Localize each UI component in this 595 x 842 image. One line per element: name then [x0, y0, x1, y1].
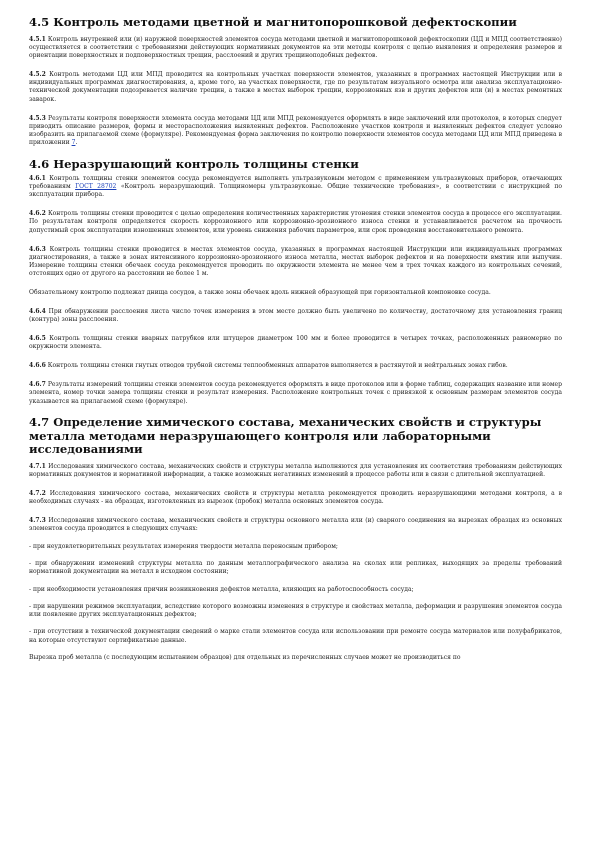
paragraph-text: Контроль толщины стенки вварных патрубков или штуцеров диаметром 100 мм и более проводится в четырех точках, расположенных равномерно по окружности элемента.: [29, 335, 562, 351]
clause-number: 4.6.5: [29, 335, 46, 343]
paragraph-text: Исследования химического состава, механических свойств и структуры основного металла или (и) сварного соединения на вырезках образцах из основных элементов сосуда проводится в следующих случаях:: [29, 517, 562, 533]
paragraph-text: Контроль методами ЦД или МПД проводится на контрольных участках поверхности элементов, указанных в программах настоящей Инструкции или в индивидуальных программах диагностирования, а, кроме того, на участках поверхности, где по результатам визуального осмотра или анализа эксплуатационно-технической документации подозревается наличие трещин, а также в местах выборок трещин, коррозионных язв и других дефектов или (и) в местах ремонтных заварок.: [29, 70, 562, 103]
list-item: [29, 560, 562, 577]
section-heading: 4.5 Контроль методами цветной и магнитопорошковой дефектоскопии: [29, 15, 517, 29]
paragraph-4-5-3: [29, 115, 562, 148]
clause-number: 4.5.1: [29, 35, 46, 43]
clause-number: 4.7.3: [29, 517, 46, 525]
section-heading: 4.7 Определение химического состава, механических свойств и структуры металла методами неразрушающего контроля или лабораторными исследованиями: [29, 415, 542, 457]
list-item: [29, 586, 562, 594]
paragraph-text: Контроль толщины стенки проводится с целью определения количественных характеристик утонения стенки элементов сосуда в процессе его эксплуатации. По результатам контроля определяется скорость коррозионного или коррозионно-эрозионного износа стенки и устанавливается расчетом на прочность допустимый срок эксплуатации изношенных элементов, или уровень снижения рабочих параметров, или срок проведения восстановительного ремонта.: [29, 210, 562, 234]
clause-number: 4.6.1: [29, 174, 46, 182]
paragraph-text: Контроль толщины стенки элементов сосуда рекомендуется выполнять ультразвуковым методом с применением ультразвуковых приборов, отвечающих требованиям: [29, 174, 562, 191]
clause-number: 4.7.1: [29, 462, 46, 470]
paragraph-4-6-2: [29, 210, 562, 235]
paragraph-4-7-3: [29, 517, 562, 534]
paragraph-text: При обнаружении расслоения листа число точек измерения в этом месте должно быть увеличено по количеству, достаточному для установления границ (контура) зоны расслоения.: [29, 308, 562, 324]
list-item: [29, 628, 562, 645]
section-4-7: [29, 416, 562, 662]
paragraph-text: - при необходимости установления причин возникновения дефектов металла, влияющих на работоспособность сосуда;: [29, 585, 414, 593]
paragraph-4-5-2: [29, 71, 562, 104]
paragraph-4-6-4: [29, 308, 562, 325]
appendix-link[interactable]: 7: [71, 139, 76, 147]
paragraph-text: Контроль толщины стенки проводится в местах элементов сосуда, указанных в программах настоящей Инструкции или индивидуальных программах диагностирования, а также в зонах интенсивного коррозионно-эрозионного износа металла, местах выборок дефектов и на поверхности вмятин или выпучин. Измерение толщины стенки обечаек сосуда рекомендуется проводить по окружности элемента не менее чем в трех точках каждого из контрольных сечений, отстоящих одно от другого на расстоянии не более 1 м.: [29, 245, 562, 278]
section-4-5: [29, 16, 562, 148]
paragraph-4-7-2: [29, 490, 562, 507]
paragraph-text: - при обнаружении изменений структуры металла по данным металлографического анализа на сколах или репликах, выходящих за пределы требований нормативной документации на металл в исходном состоянии;: [29, 559, 562, 576]
paragraph-text: Вырезка проб металла (с последующим испытанием образцов) для отдельных из перечисленных случаев может не производиться по: [29, 654, 461, 662]
paragraph-4-5-1: [29, 36, 562, 61]
paragraph-text: - при нарушении режимов эксплуатации, вследствие которого возможны изменения в структуре и свойствах металла, деформации и разрушения элементов сосуда или появление других эксплуатационных дефектов;: [29, 602, 562, 619]
paragraph-text: Результаты измерений толщины стенки элементов сосуда рекомендуется оформлять в виде протоколов или в форме таблиц, содержащих название или номер элемента, номер точки замера толщины стенки и результат измерения. Расположение контрольных точек с привязкой к основным размерам элементов сосуда указывается на прилагаемой схеме (формуляре).: [29, 381, 562, 405]
paragraph-4-6-3-cont: [29, 289, 562, 297]
clause-number: 4.6.2: [29, 210, 46, 218]
paragraph-text: Контроль толщины стенки гнутых отводов трубной системы теплообменных аппаратов выполняется в растянутой и нейтральных зонах гибов.: [47, 362, 508, 370]
gost-link[interactable]: ГОСТ 28702: [75, 183, 117, 191]
clause-number: 4.6.3: [29, 245, 46, 253]
section-heading: 4.6 Неразрушающий контроль толщины стенки: [29, 157, 359, 172]
paragraph-4-6-7: [29, 381, 562, 406]
section-4-6: [29, 158, 562, 406]
paragraph-text: Обязательному контролю подлежат днища сосудов, а также зоны обечаек вдоль нижней образующей при горизонтальной компоновке сосуда.: [29, 289, 491, 297]
paragraph-4-6-5: [29, 335, 562, 352]
clause-number: 4.6.7: [29, 381, 46, 389]
list-item: [29, 603, 562, 620]
paragraph-text: - при отсутствии в технической документации сведений о марке стали элементов сосуда или использовании при ремонте сосуда материалов или полуфабрикатов, на которые отсутствуют сертификатные данные.: [29, 628, 562, 644]
paragraph-4-6-1: [29, 175, 562, 200]
paragraph-text: Исследования химического состава, механических свойств и структуры металла выполняются для установления их соответствия требованиям действующих нормативных документов и нормативной информации, а также возможных негативных изменений в процессе работы или в связи с длительной эксплуатацией.: [29, 462, 562, 479]
clause-number: 4.5.3: [29, 114, 46, 122]
paragraph-4-6-3: [29, 246, 562, 279]
paragraph-text: Контроль внутренней или (и) наружной поверхностей элементов сосуда методами цветной и магнитопорошковой дефектоскопии (ЦД и МПД соответственно) осуществляется в соответствии с требованиями действующих нормативных документов на эти методы контроля с целью выявления и определения размеров и ориентации поверхностных и подповерхностных трещин, расслоений и других трещиноподобных дефектов.: [29, 35, 562, 60]
paragraph-4-6-6: [29, 362, 562, 370]
paragraph-text-end: .: [75, 139, 78, 147]
paragraph-4-7-1: [29, 463, 562, 480]
clause-number: 4.6.6: [29, 362, 46, 370]
clause-number: 4.5.2: [29, 70, 46, 78]
list-item: [29, 543, 562, 551]
paragraph-tail: [29, 654, 562, 662]
clause-number: 4.7.2: [29, 490, 46, 497]
paragraph-text-end: «Контроль неразрушающий. Толщиномеры ультразвуковые. Общие технические требования», в соответствии с инструкцией по эксплуатации прибора.: [29, 183, 562, 199]
paragraph-text: Исследования химического состава, механических свойств и структуры металла рекомендуется проводить неразрушающими методами контроля, а в необходимых случаях - на образцах, изготовленных из вырезок (пробок) металла основных элементов сосуда.: [29, 490, 562, 506]
clause-number: 4.6.4: [29, 308, 46, 316]
paragraph-text: Результаты контроля поверхности элемента сосуда методами ЦД или МПД рекомендуется оформлять в виде заключений или протоколов, в которых следует приводить описание размеров, формы и месторасположения выявленных дефектов. Расположение участков контроля и выявленных дефектов следует условно изобразить на прилагаемой схеме (формуляре). Рекомендуемая форма заключения по контролю поверхности элементов сосуда методами ЦД или МПД приведена в приложении: [29, 114, 562, 147]
paragraph-text: - при неудовлетворительных результатах измерения твердости металла переносным прибором;: [29, 542, 338, 550]
